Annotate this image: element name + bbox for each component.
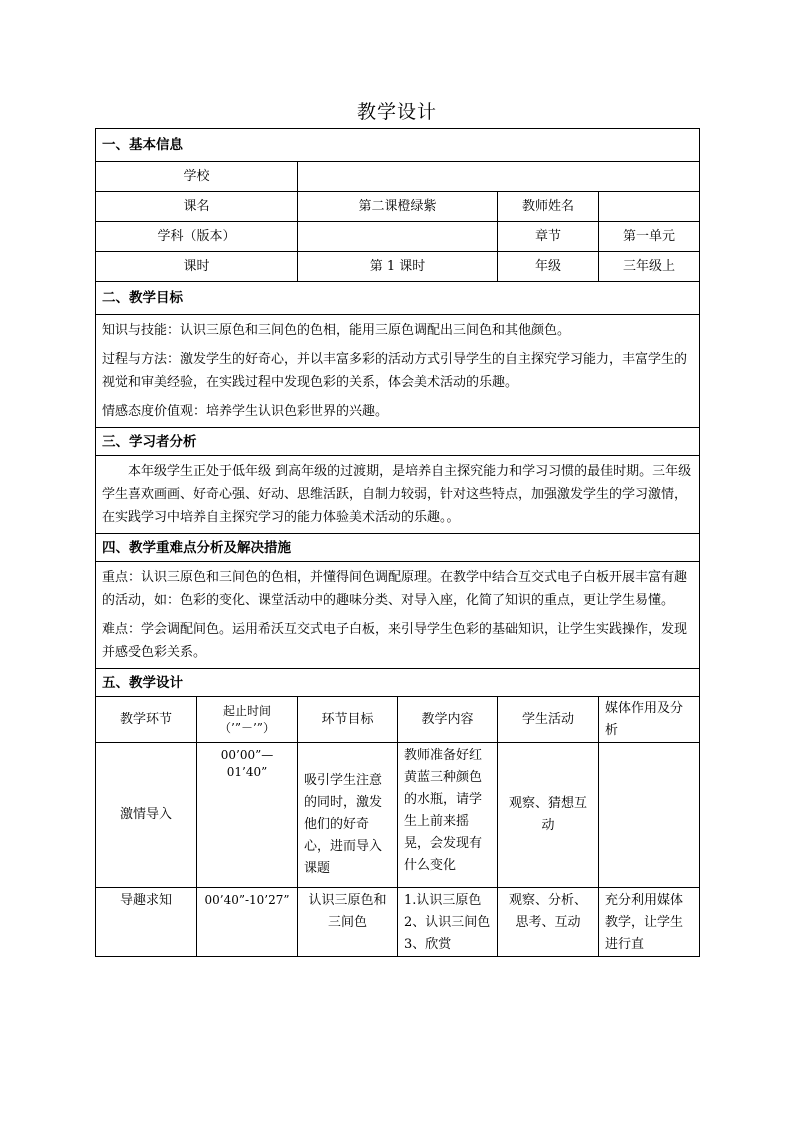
header-goal: 环节目标 xyxy=(298,697,398,743)
row2-time: 00’40”-10’27” xyxy=(197,888,298,957)
header-activity: 学生活动 xyxy=(498,697,599,743)
header-content: 教学内容 xyxy=(398,697,498,743)
lesson-plan-table xyxy=(95,128,700,957)
section-goals-heading: 二、教学目标 xyxy=(96,282,700,315)
chapter-value: 第一单元 xyxy=(599,222,700,252)
school-label: 学校 xyxy=(96,162,298,192)
row1-content: 教师准备好红黄蓝三种颜色的水瓶，请学生上前来摇晃，会发现有什么变化 xyxy=(398,743,498,888)
grade-label: 年级 xyxy=(498,252,599,282)
keypoints-content xyxy=(96,562,700,669)
goal-process: 过程与方法：激发学生的好奇心，并以丰富多彩的活动方式引导学生的自主探究学习能力，丰富学生的视觉和审美经验，在实践过程中发现色彩的关系，体会美术活动的乐趣。 xyxy=(102,352,688,390)
header-media: 媒体作用及分析 xyxy=(599,697,700,743)
goal-emotion: 情感态度价值观：培养学生认识色彩世界的兴趣。 xyxy=(102,404,389,419)
goal-knowledge: 知识与技能：认识三原色和三间色的色相，能用三原色调配出三间色和其他颜色。 xyxy=(102,323,571,338)
learners-content xyxy=(96,456,700,534)
row1-goal: 吸引学生注意的同时，激发他们的好奇心，进而导入课题 xyxy=(298,743,398,888)
row1-media xyxy=(599,743,700,888)
document-title: 教学设计 xyxy=(356,101,437,123)
row2-content: 1.认识三原色 2、认识三间色 3、欣赏 xyxy=(398,888,498,957)
course-value: 第二课橙绿紫 xyxy=(298,192,498,222)
subject-value xyxy=(298,222,498,252)
header-time: 起止时间（’”－’”） xyxy=(197,697,298,743)
row2-media: 充分利用媒体教学，让学生进行直 xyxy=(599,888,700,957)
table-row xyxy=(96,743,700,888)
period-value: 第 1 课时 xyxy=(298,252,498,282)
row2-goal: 认识三原色和三间色 xyxy=(298,888,398,957)
row2-stage: 导趣求知 xyxy=(96,888,197,957)
keypoint-difficult: 难点：学会调配间色。运用希沃互交式电子白板，来引导学生色彩的基础知识，让学生实践操作，发现并感受色彩关系。 xyxy=(102,622,688,660)
learners-text: 本年级学生正处于低年级 到高年级的过渡期，是培养自主探究能力和学习习惯的最佳时期。三年级学生喜欢画画、好奇心强、好动、思维活跃，自制力较弱，针对这些特点，加强激发学生的学习激情，在实践学习中培养自主探究学习的能力体验美术活动的乐趣。。 xyxy=(102,464,692,525)
row1-activity: 观察、猜想互动 xyxy=(498,743,599,888)
chapter-label: 章节 xyxy=(498,222,599,252)
grade-value: 三年级上 xyxy=(599,252,700,282)
school-value xyxy=(298,162,700,192)
period-label: 课时 xyxy=(96,252,298,282)
section-learners-heading: 三、学习者分析 xyxy=(96,428,700,456)
section-basic-info-heading: 一、基本信息 xyxy=(96,129,700,162)
header-stage: 教学环节 xyxy=(96,697,197,743)
row2-activity: 观察、分析、思考、互动 xyxy=(498,888,599,957)
teacher-value xyxy=(599,192,700,222)
subject-label: 学科（版本） xyxy=(96,222,298,252)
table-row xyxy=(96,888,700,957)
goals-content xyxy=(96,315,700,428)
keypoint-key: 重点：认识三原色和三间色的色相，并懂得间色调配原理。在教学中结合互交式电子白板开展丰富有趣的活动，如：色彩的变化、课堂活动中的趣味分类、对导入座，化简了知识的重点，更让学生易懂。 xyxy=(102,570,688,608)
teacher-label: 教师姓名 xyxy=(498,192,599,222)
section-design-heading: 五、教学设计 xyxy=(96,669,700,697)
course-label: 课名 xyxy=(96,192,298,222)
section-keypoints-heading: 四、教学重难点分析及解决措施 xyxy=(96,534,700,562)
row1-stage: 激情导入 xyxy=(96,743,197,888)
row1-time: 00’00”—01’40” xyxy=(197,743,298,888)
